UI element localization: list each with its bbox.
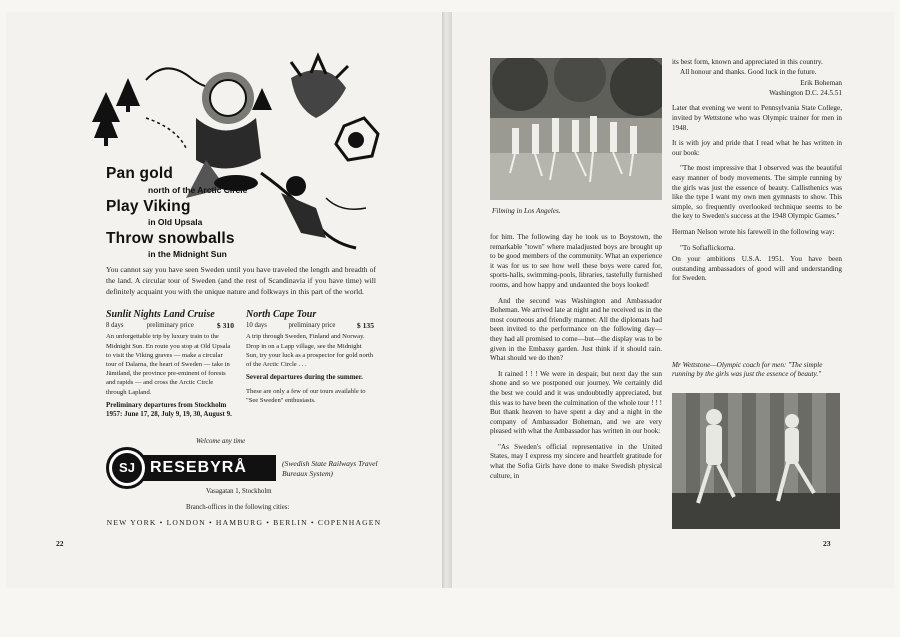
signature-name: Erik Boheman: [800, 79, 842, 88]
caption-filming: Filming in Los Angeles.: [492, 207, 561, 215]
paragraph: Herman Nelson wrote his farewell in the following way:: [672, 227, 835, 236]
paragraph: It is with joy and pride that I read what he has written in our book:: [672, 139, 842, 157]
tour-meta: [106, 321, 234, 330]
headline-sub-3: in the Midnight Sun: [148, 249, 227, 259]
tour-meta: [246, 321, 374, 330]
tour-days: 10 days: [246, 322, 267, 330]
headline-sub-2: in Old Upsala: [148, 217, 203, 227]
caption-wettstone: Mr Wettstone—Olympic coach for men: "The simple running by the girls was just the essence of beauty.": [672, 361, 823, 378]
page-number-right: 23: [823, 539, 831, 548]
tour-departures: Preliminary departures from Stockholm 1957: June 17, 28, July 9, 19, 30, August 9.: [106, 400, 232, 419]
tour-days: 8 days: [106, 322, 124, 330]
welcome-text: Welcome any time: [196, 438, 246, 445]
logo-tagline: (Swedish State Railways Travel Bureaux System): [282, 459, 378, 478]
tour-extra: Several departures during the summer.: [246, 373, 363, 382]
photo-running-girls: [672, 393, 840, 529]
tour-sunlit-nights: [106, 310, 234, 420]
paragraph: Later that evening we went to Pennsylvania State College, invited by Wettstone who was Olympic trainer for men in 1948.: [672, 104, 842, 132]
headline-sub-1: north of the Arctic Circle: [148, 185, 248, 195]
sj-resebyra-logo: [106, 447, 276, 493]
sj-emblem-icon: [106, 447, 148, 489]
paragraph: All honour and thanks. Good luck in the future.: [680, 67, 817, 76]
page-number-left: 22: [56, 539, 64, 548]
paragraph: "The most impressive that I observed was the beautiful easy manner of body movements. The simple running by the girls was just the essence of beauty. Callisthenics was like the type I want my own men gymnasts to show. This simple, so frequently overlooked technique seems to be the key to Sweden's success at the 1948 Olympic Games.": [672, 164, 842, 221]
article-right-column: [672, 58, 842, 290]
logo-name: RESEBYRÅ: [142, 455, 276, 481]
branch-offices-label: Branch-offices in the following cities:: [186, 504, 290, 511]
tour-note: These are only a few of our tours available to "See Sweden" enthusiasts.: [246, 387, 366, 404]
cities-list: NEW YORK • LONDON • HAMBURG • BERLIN • COPENHAGEN: [106, 518, 382, 527]
tour-price: $ 135: [356, 321, 374, 331]
article-middle-column: [490, 233, 662, 487]
paragraph: "To Sofiaflickorna.: [680, 243, 736, 252]
intro-paragraph: You cannot say you have seen Sweden until you have traveled the length and breadth of the land. A circular tour of Sweden (and the rest of Scandinavia if you have time) will definitely acquaint you with the unique nature and folkways in this part of the world.: [106, 265, 376, 296]
tour-body: A trip through Sweden, Finland and Norway. Drop in on a Lapp village, see the Midnight Sun, try your luck as a prospector for gold north of the Arctic Circle . . .: [246, 333, 374, 369]
book-gutter: [442, 12, 452, 588]
tour-north-cape: [246, 310, 374, 405]
tour-price: $ 310: [216, 321, 234, 331]
viking-illustration: [86, 48, 386, 253]
paragraph: its best form, known and appreciated in this country.: [672, 58, 823, 66]
signature-place: Washington D.C. 24.5.51: [769, 88, 842, 97]
headline-pan-gold: Pan gold: [106, 165, 174, 182]
paragraph: for him. The following day he took us to Boystown, the remarkable "town" where maladjusted boys are brought up to be good members of the community. What an experience it was for us to see how well these boys were cared for, sports-halls, swimming-pools, libraries, tastefully furnished rooms, and how happy and undaunted the boys looked!: [490, 233, 662, 289]
headline-play-viking: Play Viking: [106, 198, 191, 215]
tour-body: An unforgettable trip by luxury train to the Midnight Sun. En route you stop at Old Upsala to visit the Viking graves — make a circular tour of Dalarna, the heart of Sweden — take in Jämtland, the province pre-eminent of forests and rapids — and cross the Arctic Circle through Lapland.: [106, 333, 231, 396]
photo-filming-los-angeles: [490, 58, 662, 200]
paragraph: On your ambitions U.S.A. 1951. You have been outstanding ambassadors of good will and understanding for Sweden.: [672, 255, 842, 283]
tour-title: North Cape Tour: [246, 309, 317, 320]
tour-price-label: preliminary price: [288, 322, 336, 330]
paragraph: It rained ! ! ! We were in despair, but next day the sun shone and so we postponed our journey. We certainly did the best we could and it was undoubtedly appreciated, but this was to have been the culmination of the whole tour ! ! ! But thank heaven to have spent a day and a night in the company of Ambassador Boheman, and we are very pleased with what the Ambassador has written in our book:: [490, 369, 662, 436]
tour-price-label: preliminary price: [146, 322, 194, 330]
headline-throw-snowballs: Throw snowballs: [106, 230, 235, 247]
address: Vasagatan 1, Stockholm: [206, 488, 272, 495]
paragraph: And the second was Washington and Ambassador Boheman. We arrived late at night and he received us in the most courteous and friendly manner. All the diplomats had been invited to the performance on the following day—they had all promised to come—but—the display was to be given in the Embassy garden. Just think if it should rain. What should we do then?: [490, 296, 662, 363]
logo-initials: SJ: [112, 453, 142, 483]
paragraph: "As Sweden's official representative in the United States, may I express my sincere and heartfelt gratitude for what the Sofia Girls have done to make Swedish physical culture, in: [490, 442, 662, 480]
tour-title: Sunlit Nights Land Cruise: [106, 309, 215, 320]
